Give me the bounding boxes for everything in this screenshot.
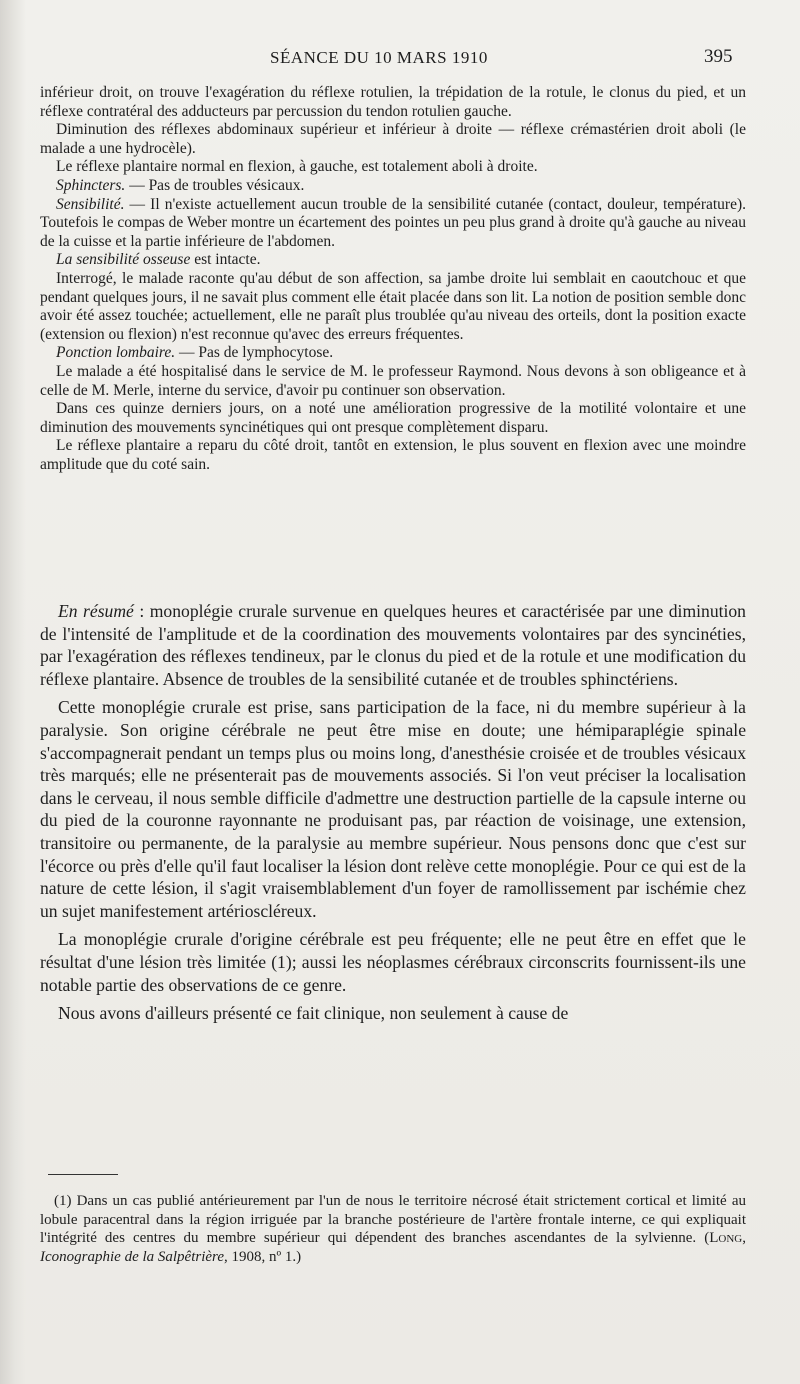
paragraph: Ponction lombaire. — Pas de lymphocytose.	[56, 344, 334, 362]
page-edge-shadow	[0, 0, 26, 1384]
page-number: 395	[704, 46, 733, 67]
paragraph-lead: En résumé	[58, 601, 134, 621]
footnote-rule	[48, 1174, 118, 1175]
footnote-author: Long	[709, 1230, 743, 1247]
paragraph: Sphincters. — Pas de troubles vésicaux.	[56, 176, 305, 194]
observation-text	[40, 84, 746, 474]
paragraph-lead: La sensibilité osseuse	[56, 251, 191, 269]
paragraph: Diminution des réflexes abdominaux supérieur et inférieur à droite — réflexe crémastérien droit aboli (le malade a une hydrocèle).	[40, 121, 746, 157]
paragraph: inférieur droit, on trouve l'exagération du réflexe rotulien, la trépidation de la rotule, le clonus du pied, et un réflexe contratéral des adducteurs par percussion du tendon rotulien gauche.	[40, 84, 746, 120]
paragraph-lead: Sensibilité.	[56, 195, 125, 213]
paragraph: Le malade a été hospitalisé dans le service de M. le professeur Raymond. Nous devons à son obligeance et à celle de M. Merle, interne du service, d'avoir pu continuer son observation.	[40, 362, 746, 399]
paragraph: La sensibilité osseuse est intacte.	[56, 251, 261, 269]
paragraph: La monoplégie crurale d'origine cérébrale est peu fréquente; elle ne peut être en effet que le résultat d'une lésion très limitée (1); aussi les néoplasmes cérébraux circonscrits fournissent-ils une notable partie des observations de ce genre.	[40, 929, 746, 995]
running-title: SÉANCE DU 10 MARS 1910	[270, 48, 488, 67]
paragraph: Le réflexe plantaire a reparu du côté droit, tantôt en extension, le plus souvent en flexion avec une moindre amplitude que du coté sain.	[40, 437, 746, 473]
paragraph: Dans ces quinze derniers jours, on a noté une amélioration progressive de la motilité volontaire et une diminution des mouvements syncinétiques qui ont presque complètement disparu.	[40, 400, 746, 436]
footnote-text: (1) Dans un cas publié antérieurement par l'un de nous le territoire nécrosé était strictement cortical et limité au lobule paracentral dans la région irriguée par la branche postérieure de l'artère frontale interne, ce qui expliquait l'intégrité des centres du membre supérieur qui dépendent des branches ascendantes de la sylvienne. (Long, Iconographie de la Salpêtrière, 1908, nº 1.)	[40, 1193, 746, 1265]
paragraph: Sensibilité. — Il n'existe actuellement aucun trouble de la sensibilité cutanée (contact, douleur, température). Toutefois le compas de Weber montre un écartement des pointes un peu plus grand à droite qu'à gauche au niveau de la cuisse et la partie inférieure de l'abdomen.	[40, 195, 746, 250]
footnote	[40, 1192, 746, 1266]
page-header	[0, 46, 800, 76]
paragraph-lead: Sphincters.	[56, 176, 126, 194]
paragraph-lead: Ponction lombaire.	[56, 344, 176, 362]
paragraph: Cette monoplégie crurale est prise, sans participation de la face, ni du membre supérieur à la paralysie. Son origine cérébrale ne peut être mise en doute; une hémiparaplégie spinale s'accompagnerait pendant un temps plus ou moins long, d'anesthésie croisée et de troubles vésicaux très marqués; elle ne présenterait pas de mouvements associés. Si l'on veut préciser la localisation dans le cerveau, il nous semble difficile d'admettre une destruction partielle de la capsule interne ou du pied de la couronne rayonnante ne produisant pas, par réaction de voisinage, une extension, transitoire ou permanente, de la paralysie au membre supérieur. Nous pensons donc que c'est sur l'écorce ou près d'elle qu'il faut localiser la lésion dont relève cette monoplégie. Pour ce qui est de la nature de cette lésion, il s'agit vraisemblablement d'un foyer de ramollissement par ischémie chez un sujet manifestement artérioscléreux.	[40, 697, 746, 921]
paragraph: Le réflexe plantaire normal en flexion, à gauche, est totalement aboli à droite.	[56, 158, 538, 176]
paragraph: En résumé : monoplégie crurale survenue en quelques heures et caractérisée par une diminution de l'intensité de l'amplitude et de la coordination des mouvements volontaires par des syncinéties, par l'exagération des réflexes tendineux, par le clonus du pied et de la rotule et une modification du réflexe plantaire. Absence de troubles de la sensibilité cutanée et de troubles sphinctériens.	[40, 601, 746, 689]
summary-text	[40, 600, 746, 1031]
footnote-source: Iconographie de la Salpêtrière	[40, 1248, 224, 1265]
paragraph: Nous avons d'ailleurs présenté ce fait clinique, non seulement à cause de	[58, 1003, 569, 1024]
paragraph: Interrogé, le malade raconte qu'au début de son affection, sa jambe droite lui semblait en caoutchouc et que pendant quelques jours, il ne savait plus comment elle était placée dans son lit. La notion de position semble donc avoir été assez touchée; actuellement, elle ne paraît plus troublée qu'au niveau des orteils, dont la position exacte (extension ou flexion) n'est reconnue qu'avec des erreurs fréquentes.	[40, 269, 746, 343]
